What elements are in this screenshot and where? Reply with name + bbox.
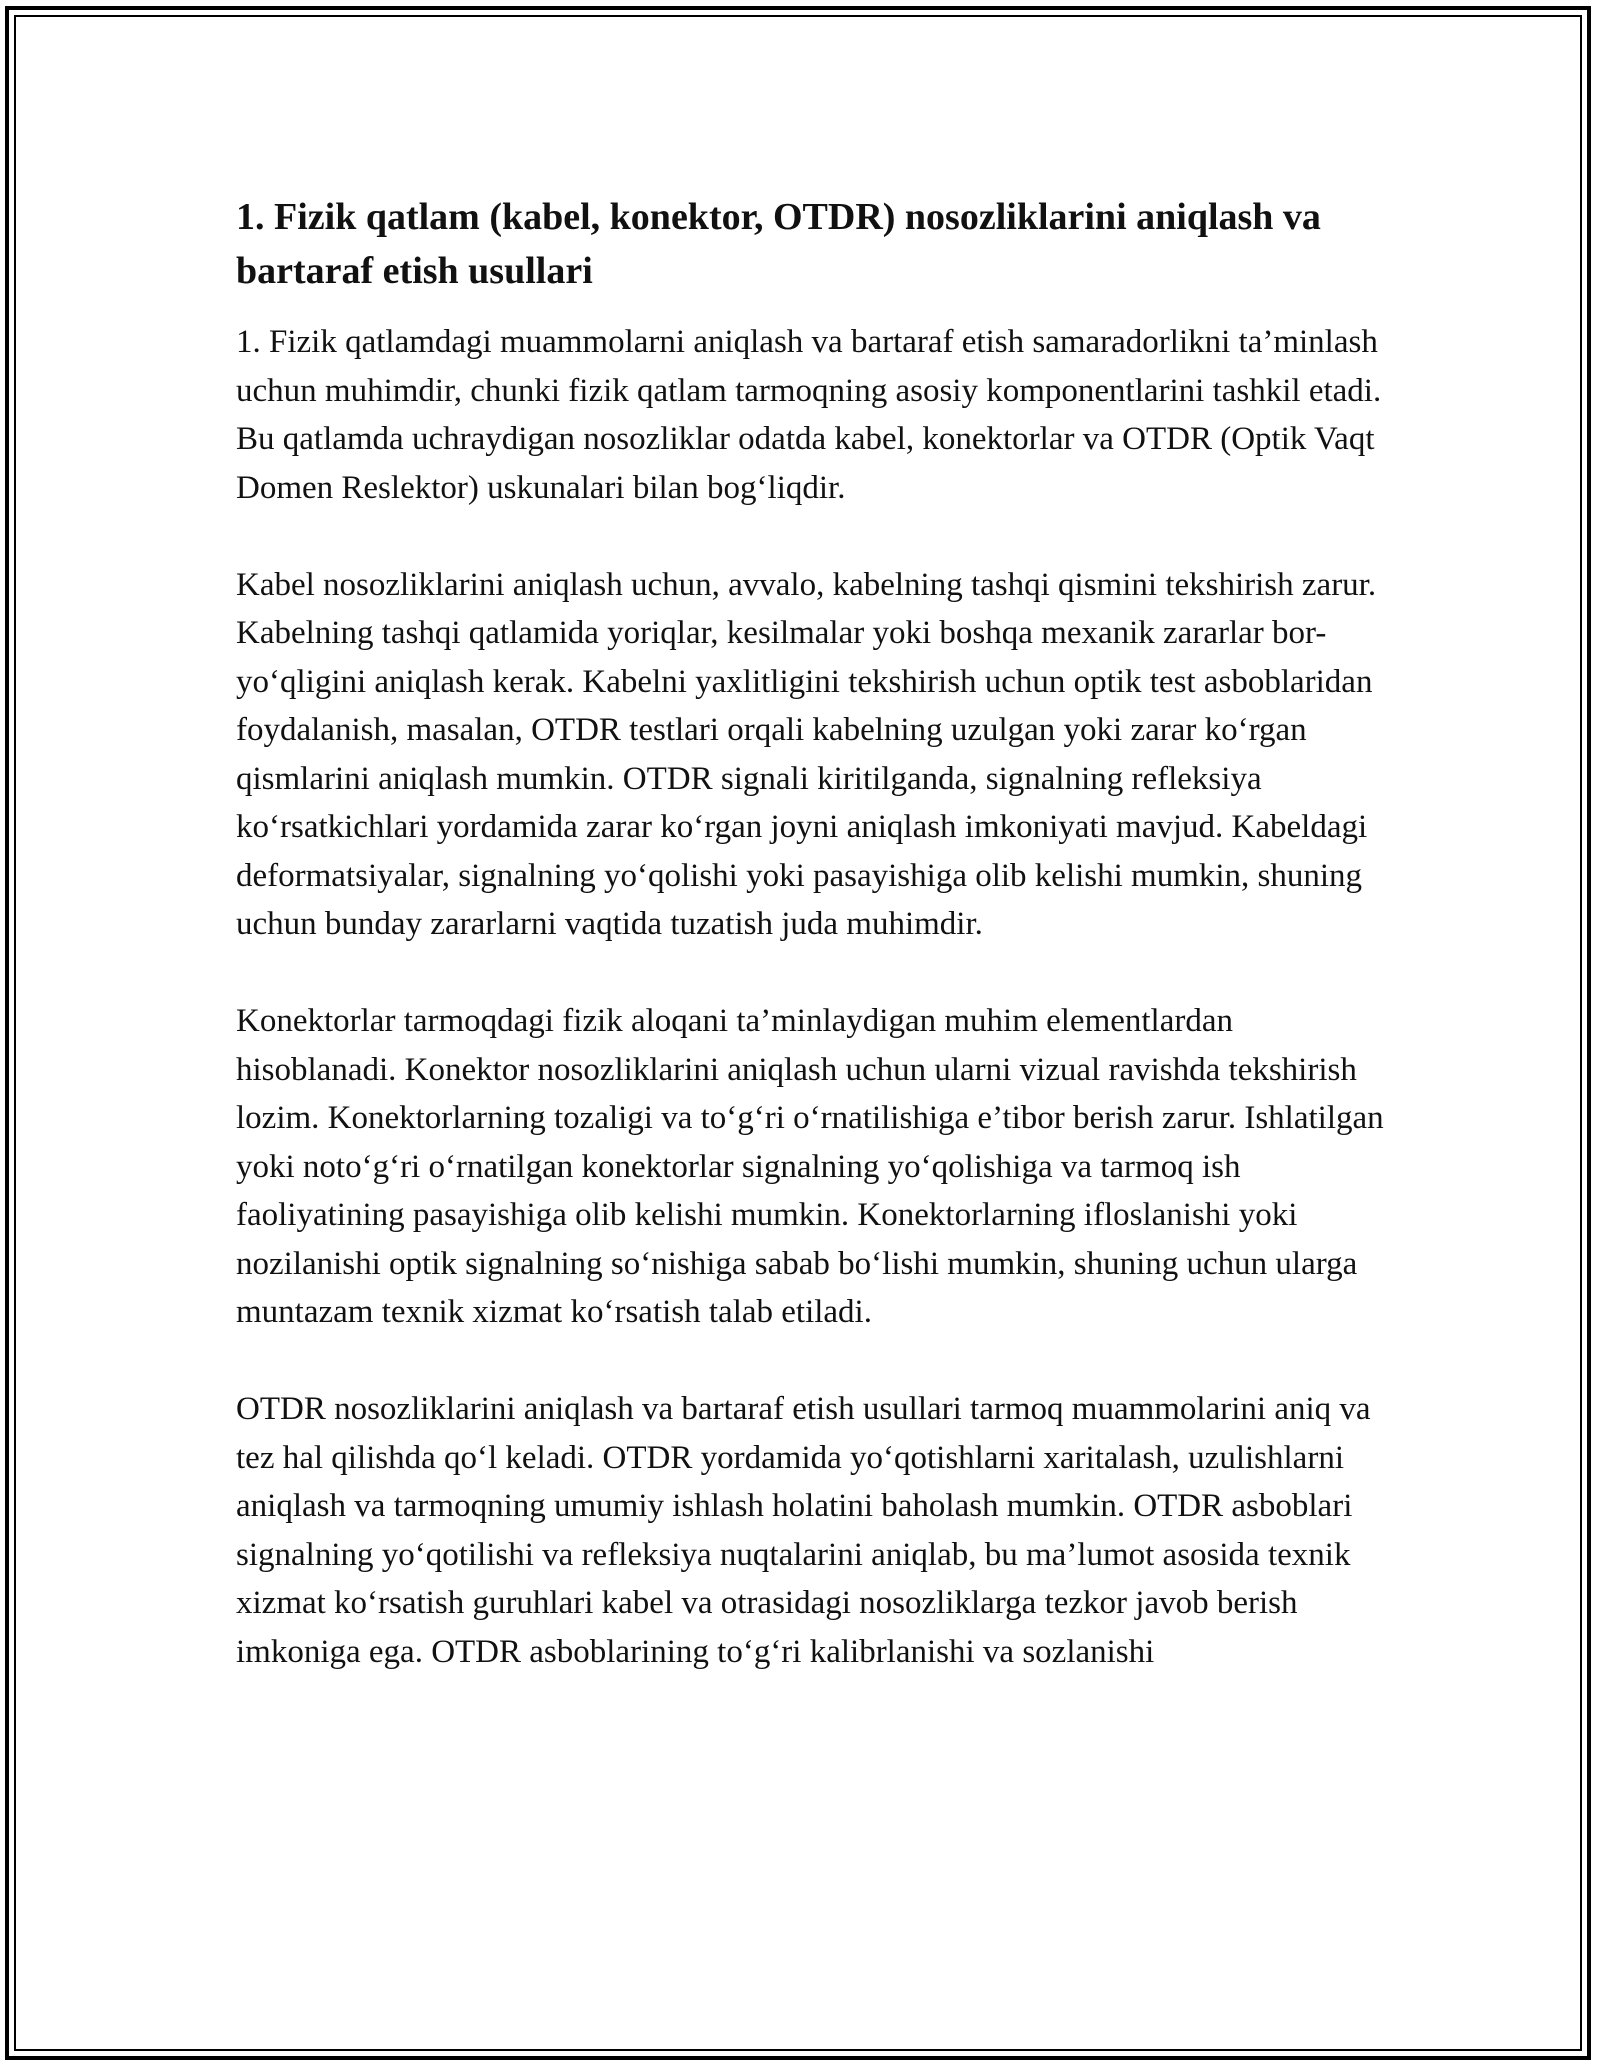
paragraph-otdr: OTDR nosozliklarini aniqlash va bartaraf etish usullari tarmoq muammolarini aniq va tez hal qilishda qo‘l keladi. OTDR yordamida yo‘qotishlarni xaritalash, uzulishlarni aniqlash va tarmoqning umumiy ishlash holatini baholash mumkin. OTDR asboblari signalning yo‘qotilishi va refleksiya nuqtalarini aniqlab, bu ma’lumot asosida texnik xizmat ko‘rsatish guruhlari kabel va otrasidagi nosozliklarga tezkor javob berish imkoniga ega. OTDR asboblarining to‘g‘ri kalibrlanishi va sozlanishi [236, 1391, 1371, 1670]
paragraph-intro: 1. Fizik qatlamdagi muammolarni aniqlash va bartaraf etish samaradorlikni ta’minlash uchun muhimdir, chunki fizik qatlam tarmoqning asosiy komponentlarini tashkil etadi. Bu qatlamda uchraydigan nosozliklar odatda kabel, konektorlar va OTDR (Optik Vaqt Domen Reslektor) uskunalari bilan bog‘liqdir. [236, 324, 1382, 506]
document-body [236, 190, 1384, 1725]
section-heading: 1. Fizik qatlam (kabel, konektor, OTDR) nosozliklarini aniqlash va bartaraf etish usullari [236, 196, 1321, 292]
paragraph-cable: Kabel nosozliklarini aniqlash uchun, avvalo, kabelning tashqi qismini tekshirish zarur. Kabelning tashqi qatlamida yoriqlar, kesilmalar yoki boshqa mexanik zararlar bor-yo‘qligini aniqlash kerak. Kabelni yaxlitligini tekshirish uchun optik test asboblaridan foydalanish, masalan, OTDR testlari orqali kabelning uzulgan yoki zarar ko‘rgan qismlarini aniqlash mumkin. OTDR signali kiritilganda, signalning refleksiya ko‘rsatkichlari yordamida zarar ko‘rgan joyni aniqlash imkoniyati mavjud. Kabeldagi deformatsiyalar, signalning yo‘qolishi yoki pasayishiga olib kelishi mumkin, shuning uchun bunday zararlarni vaqtida tuzatish juda muhimdir. [236, 566, 1377, 942]
paragraph-connectors: Konektorlar tarmoqdagi fizik aloqani ta’minlaydigan muhim elementlardan hisoblanadi. Konektor nosozliklarini aniqlash uchun ularni vizual ravishda tekshirish lozim. Konektorlarning tozaligi va to‘g‘ri o‘rnatilishiga e’tibor berish zarur. Ishlatilgan yoki noto‘g‘ri o‘rnatilgan konektorlar signalning yo‘qolishiga va tarmoq ish faoliyatining pasayishiga olib kelishi mumkin. Konektorlarning ifloslanishi yoki nozilanishi optik signalning so‘nishiga sabab bo‘lishi mumkin, shuning uchun ularga muntazam texnik xizmat ko‘rsatish talab etiladi. [236, 1003, 1384, 1330]
